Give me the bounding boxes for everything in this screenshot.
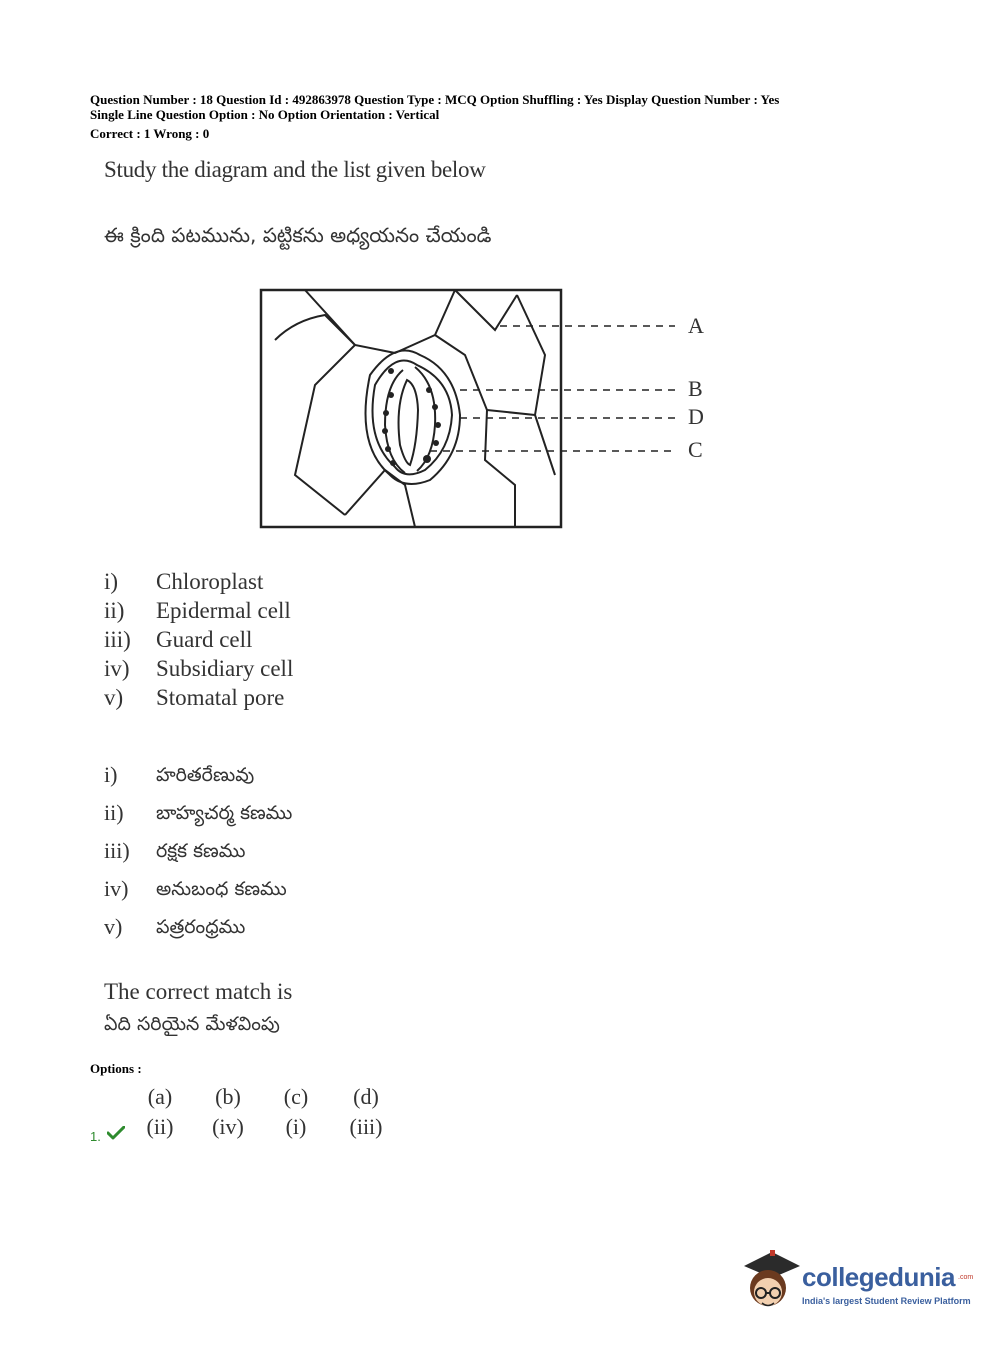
label-a: A (688, 313, 704, 338)
question-text-telugu: ఈ క్రింది పటమును, పట్టికను అధ్యయనం చేయండి (104, 223, 492, 247)
question-text-english: Study the diagram and the list given below (104, 157, 486, 182)
checkmark-icon (107, 1126, 125, 1140)
option-value-a: (ii) (146, 1114, 174, 1139)
question-meta (90, 92, 779, 141)
meta-line-2: Single Line Question Option : No Option Orientation : Vertical (90, 107, 440, 122)
options-heading: Options : (90, 1061, 142, 1076)
label-b: B (688, 376, 703, 401)
meta-line-1: Question Number : 18 Question Id : 492863978 Question Type : MCQ Option Shuffling : Yes Display Question Number : Yes (90, 92, 780, 107)
match-prompt-telugu: ఏది సరియైన మేళవింపు (104, 1013, 280, 1035)
meta-line-3: Correct : 1 Wrong : 0 (90, 126, 210, 141)
option-header-a: (a) (147, 1084, 173, 1109)
label-c: C (688, 437, 703, 462)
option-header-b: (b) (215, 1084, 241, 1109)
match-prompt-english: The correct match is (104, 979, 293, 1004)
logo-tagline: India's largest Student Review Platform (802, 1296, 971, 1306)
logo-domain: .com (958, 1274, 974, 1281)
logo-wordmark: collegedunia (802, 1262, 955, 1292)
option-value-d: (iii) (349, 1114, 383, 1139)
option-number: 1. (90, 1129, 101, 1144)
option-header-c: (c) (283, 1084, 309, 1109)
option-value-c: (i) (285, 1114, 307, 1139)
option-value-b: (iv) (212, 1114, 244, 1139)
stomata-diagram (255, 285, 725, 535)
option-header-d: (d) (353, 1084, 379, 1109)
label-d: D (688, 404, 704, 429)
